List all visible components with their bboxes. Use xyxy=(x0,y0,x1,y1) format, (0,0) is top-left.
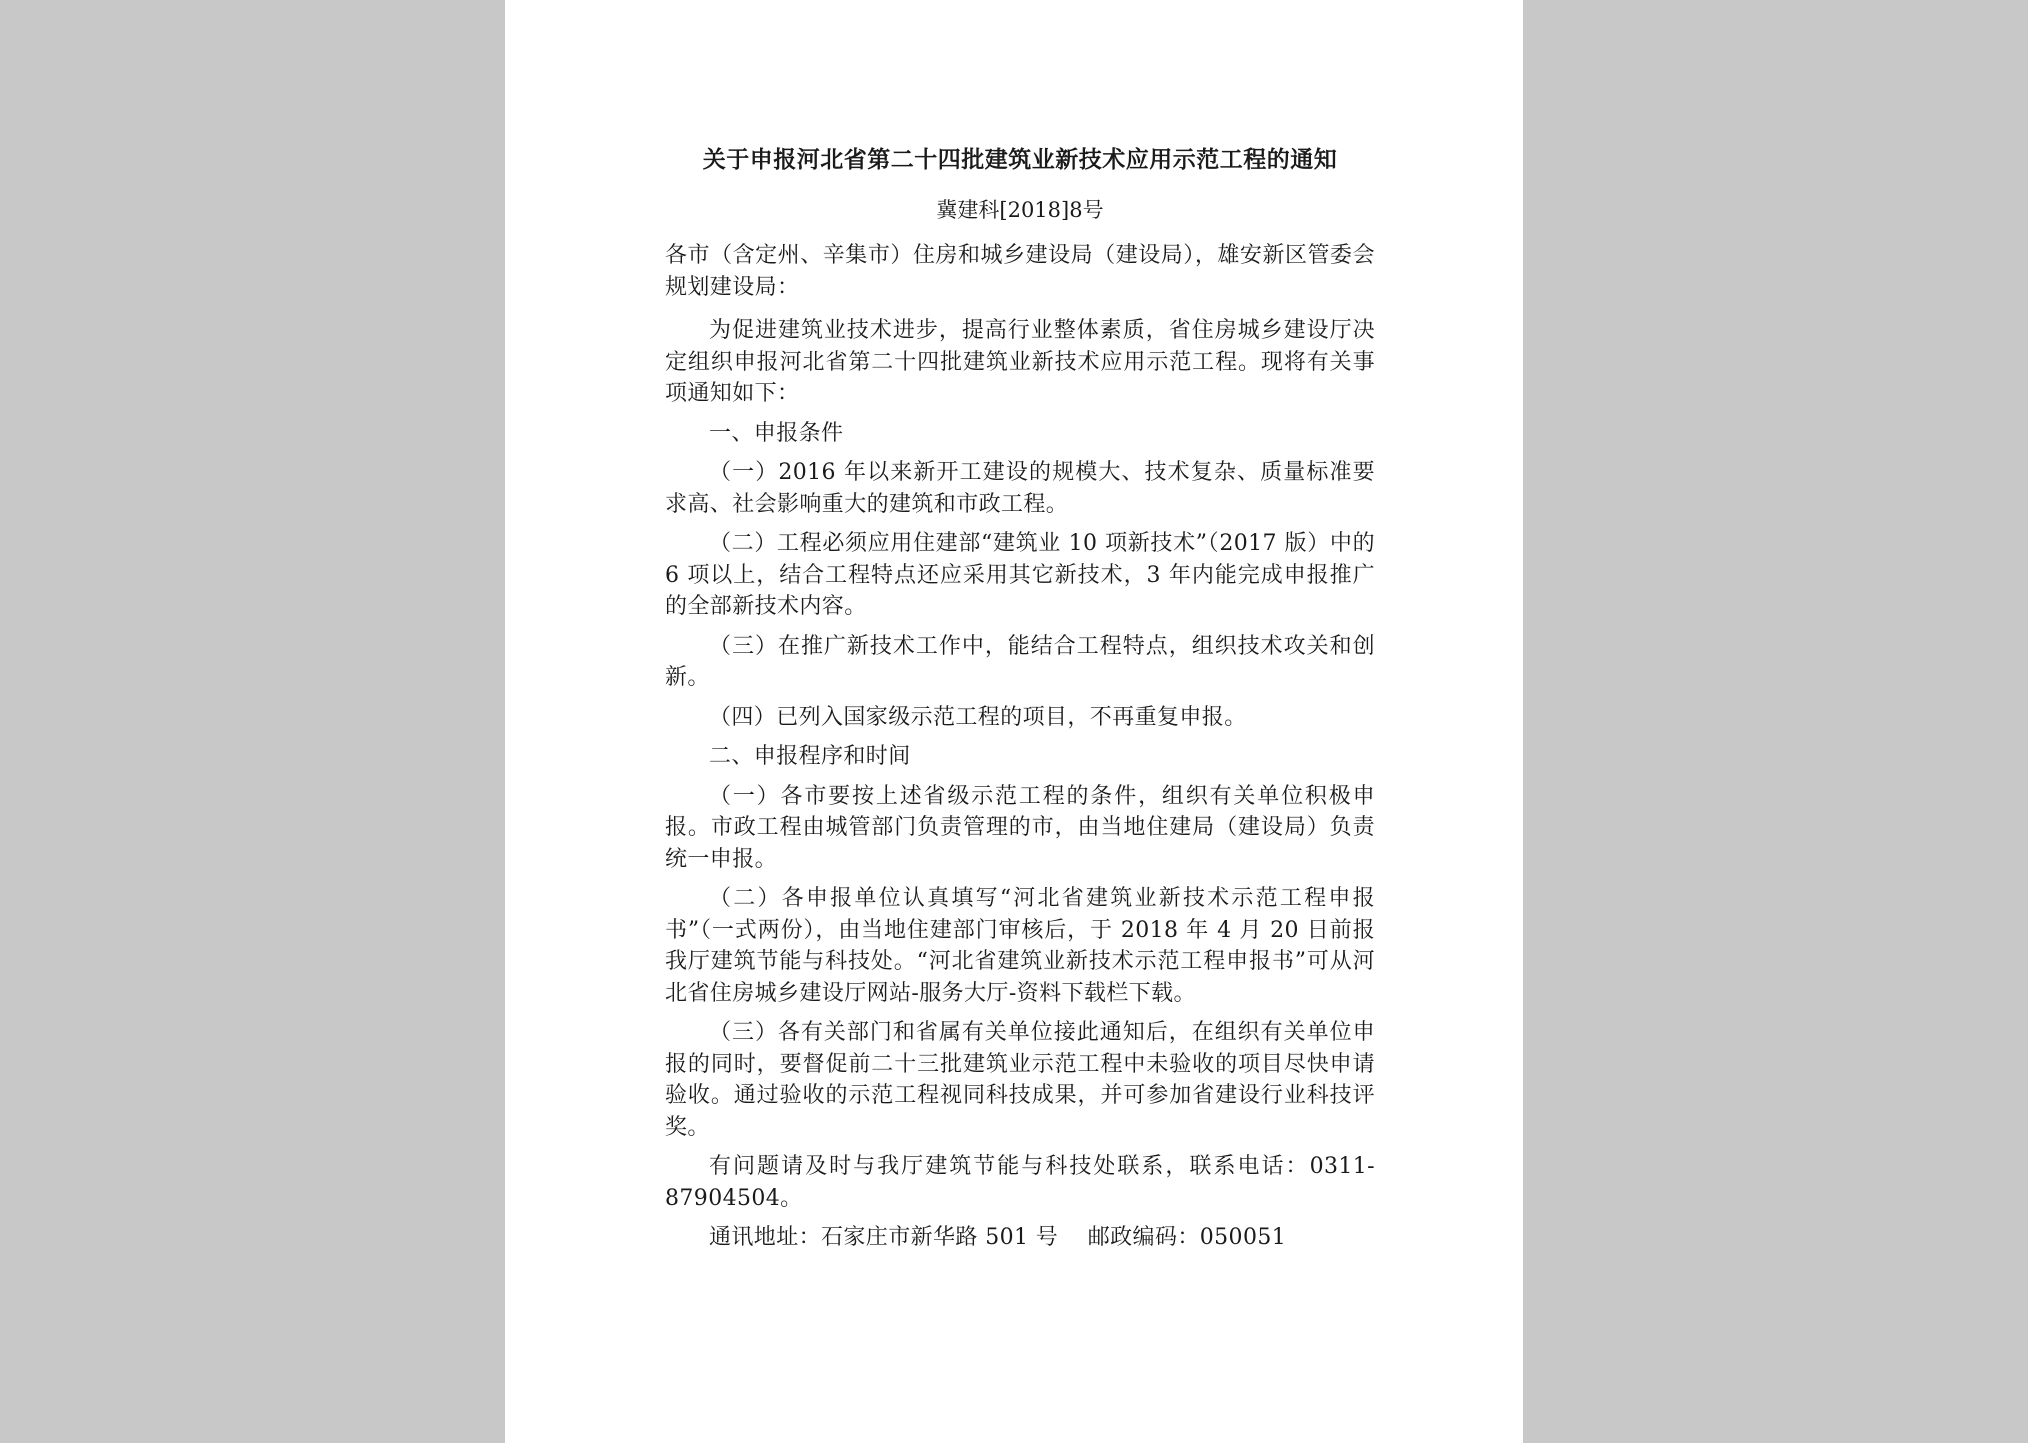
section-heading-conditions: 一、申报条件 xyxy=(709,420,844,446)
document-page xyxy=(505,0,1523,1443)
paragraph: （三）在推广新技术工作中，能结合工程特点，组织技术攻关和创新。 xyxy=(665,633,1375,690)
document-body xyxy=(665,140,1375,1262)
section-heading-procedure: 二、申报程序和时间 xyxy=(709,744,911,769)
paragraph: （四）已列入国家级示范工程的项目，不再重复申报。 xyxy=(709,704,1247,730)
paragraph: （一）各市要按上述省级示范工程的条件，组织有关单位积极申报。市政工程由城管部门负责管理的市，由当地住建局（建设局）负责统一申报。 xyxy=(665,783,1375,872)
contact-info: 有问题请及时与我厅建筑节能与科技处联系，联系电话：0311-87904504。 xyxy=(665,1154,1375,1211)
document-number: 冀建科[2018]8号 xyxy=(936,198,1104,222)
paragraph-intro: 为促进建筑业技术进步，提高行业整体素质，省住房城乡建设厅决定组织申报河北省第二十四批建筑业新技术应用示范工程。现将有关事项通知如下： xyxy=(665,318,1375,406)
document-title: 关于申报河北省第二十四批建筑业新技术应用示范工程的通知 xyxy=(702,146,1338,173)
paragraph: （一）2016 年以来新开工建设的规模大、技术复杂、质量标准要求高、社会影响重大的建筑和市政工程。 xyxy=(665,460,1375,517)
addressee: 各市（含定州、辛集市）住房和城乡建设局（建设局），雄安新区管委会规划建设局： xyxy=(665,243,1375,300)
paragraph: （二）工程必须应用住建部“建筑业 10 项新技术”（2017 版）中的 6 项以上，结合工程特点还应采用其它新技术，3 年内能完成申报推广的全部新技术内容。 xyxy=(665,531,1375,619)
paragraph: （三）各有关部门和省属有关单位接此通知后，在组织有关单位申报的同时，要督促前二十三批建筑业示范工程中未验收的项目尽快申请验收。通过验收的示范工程视同科技成果，并可参加省建设行业科技评奖。 xyxy=(665,1020,1375,1140)
paragraph: （二）各申报单位认真填写“河北省建筑业新技术示范工程申报书”（一式两份），由当地住建部门审核后，于 2018 年 4 月 20 日前报我厅建筑节能与科技处。“河北省建筑业新技术示范工程申报书”可从河北省住房城乡建设厅网站-服务大厅-资料下载栏下载。 xyxy=(665,886,1375,1006)
mailing-address: 通讯地址：石家庄市新华路 501 号 邮政编码：050051 xyxy=(709,1225,1287,1250)
